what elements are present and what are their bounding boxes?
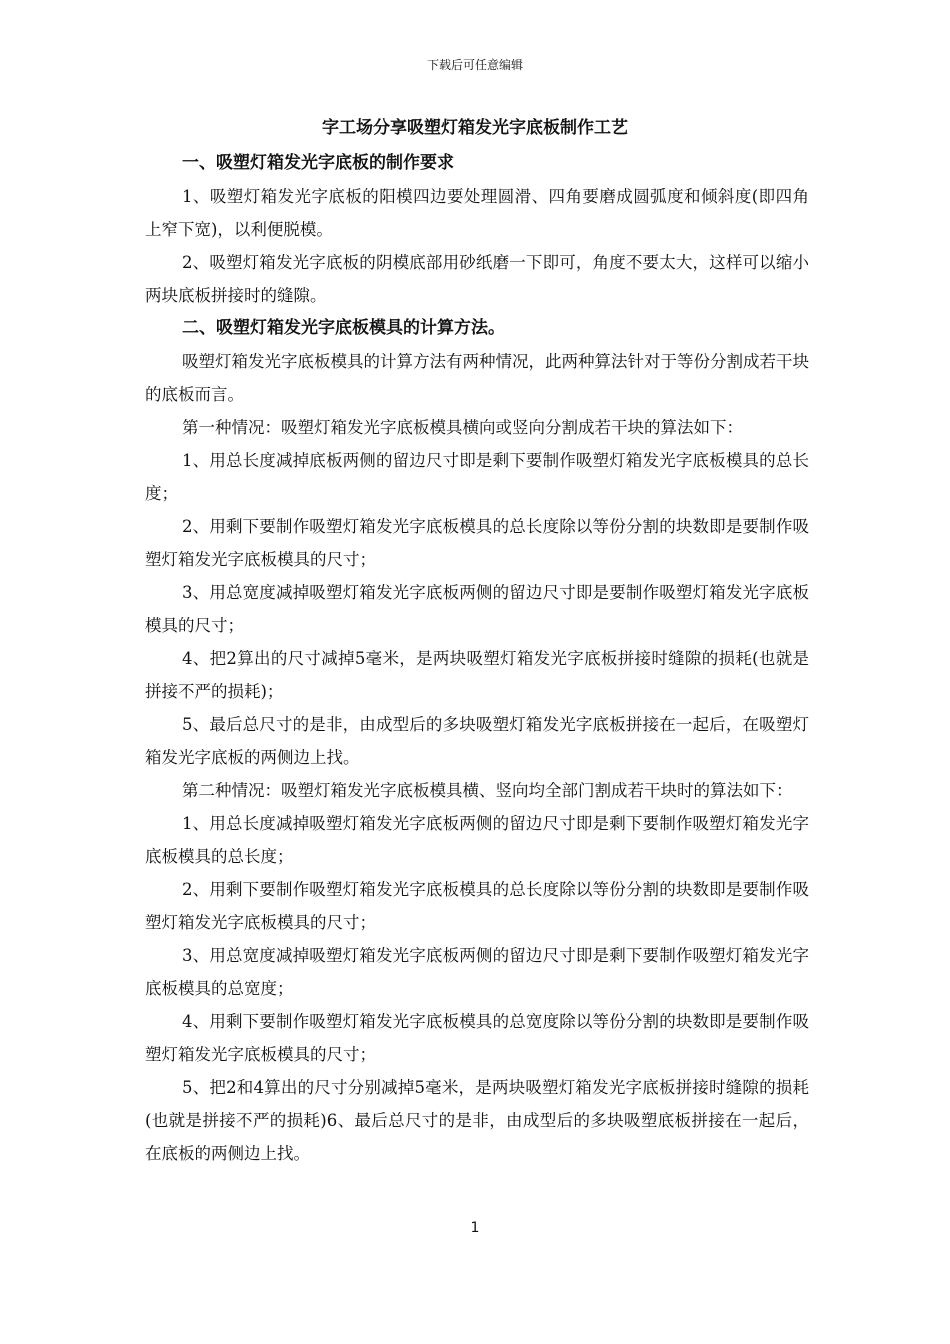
paragraph: 3、用总宽度减掉吸塑灯箱发光字底板两侧的留边尺寸即是要制作吸塑灯箱发光字底板模具的尺寸；	[145, 583, 809, 635]
section-heading-requirements: 一、吸塑灯箱发光字底板的制作要求	[182, 153, 454, 173]
paragraph: 5、把2和4算出的尺寸分别减掉5毫米，是两块吸塑灯箱发光字底板拼接时缝隙的损耗(也就是拼接不严的损耗)6、最后总尺寸的是非，由成型后的多块吸塑底板拼接在一起后，在底板的两侧边上找。	[145, 1078, 809, 1163]
document-title: 字工场分享吸塑灯箱发光字底板制作工艺	[322, 118, 628, 138]
paragraph: 第一种情况：吸塑灯箱发光字底板模具横向或竖向分割成若干块的算法如下：	[182, 418, 743, 437]
paragraph: 2、用剩下要制作吸塑灯箱发光字底板模具的总长度除以等份分割的块数即是要制作吸塑灯箱发光字底板模具的尺寸；	[145, 517, 809, 569]
paragraph: 吸塑灯箱发光字底板模具的计算方法有两种情况，此两种算法针对于等份分割成若干块的底板而言。	[145, 352, 809, 404]
paragraph: 2、用剩下要制作吸塑灯箱发光字底板模具的总长度除以等份分割的块数即是要制作吸塑灯箱发光字底板模具的尺寸；	[145, 880, 809, 932]
paragraph: 1、用总长度减掉吸塑灯箱发光字底板两侧的留边尺寸即是剩下要制作吸塑灯箱发光字底板模具的总长度；	[145, 814, 809, 866]
page-number: 1	[470, 1220, 480, 1236]
section-heading-calculation: 二、吸塑灯箱发光字底板模具的计算方法。	[182, 318, 505, 338]
paragraph: 1、用总长度减掉底板两侧的留边尺寸即是剩下要制作吸塑灯箱发光字底板模具的总长度；	[145, 451, 809, 503]
paragraph: 3、用总宽度减掉吸塑灯箱发光字底板两侧的留边尺寸即是剩下要制作吸塑灯箱发光字底板模具的总宽度；	[145, 946, 809, 998]
page-header: 下载后可任意编辑	[426, 58, 523, 72]
document-body	[145, 147, 809, 1170]
paragraph: 5、最后总尺寸的是非，由成型后的多块吸塑灯箱发光字底板拼接在一起后，在吸塑灯箱发光字底板的两侧边上找。	[145, 715, 809, 767]
paragraph: 4、把2算出的尺寸减掉5毫米，是两块吸塑灯箱发光字底板拼接时缝隙的损耗(也就是拼接不严的损耗)；	[145, 649, 809, 701]
paragraph: 1、吸塑灯箱发光字底板的阳模四边要处理圆滑、四角要磨成圆弧度和倾斜度(即四角上窄下宽)，以利便脱模。	[145, 187, 809, 239]
paragraph: 2、吸塑灯箱发光字底板的阴模底部用砂纸磨一下即可，角度不要太大，这样可以缩小两块底板拼接时的缝隙。	[145, 253, 809, 305]
paragraph: 4、用剩下要制作吸塑灯箱发光字底板模具的总宽度除以等份分割的块数即是要制作吸塑灯箱发光字底板模具的尺寸；	[145, 1012, 809, 1064]
paragraph: 第二种情况：吸塑灯箱发光字底板模具横、竖向均全部门割成若干块时的算法如下：	[182, 781, 793, 800]
